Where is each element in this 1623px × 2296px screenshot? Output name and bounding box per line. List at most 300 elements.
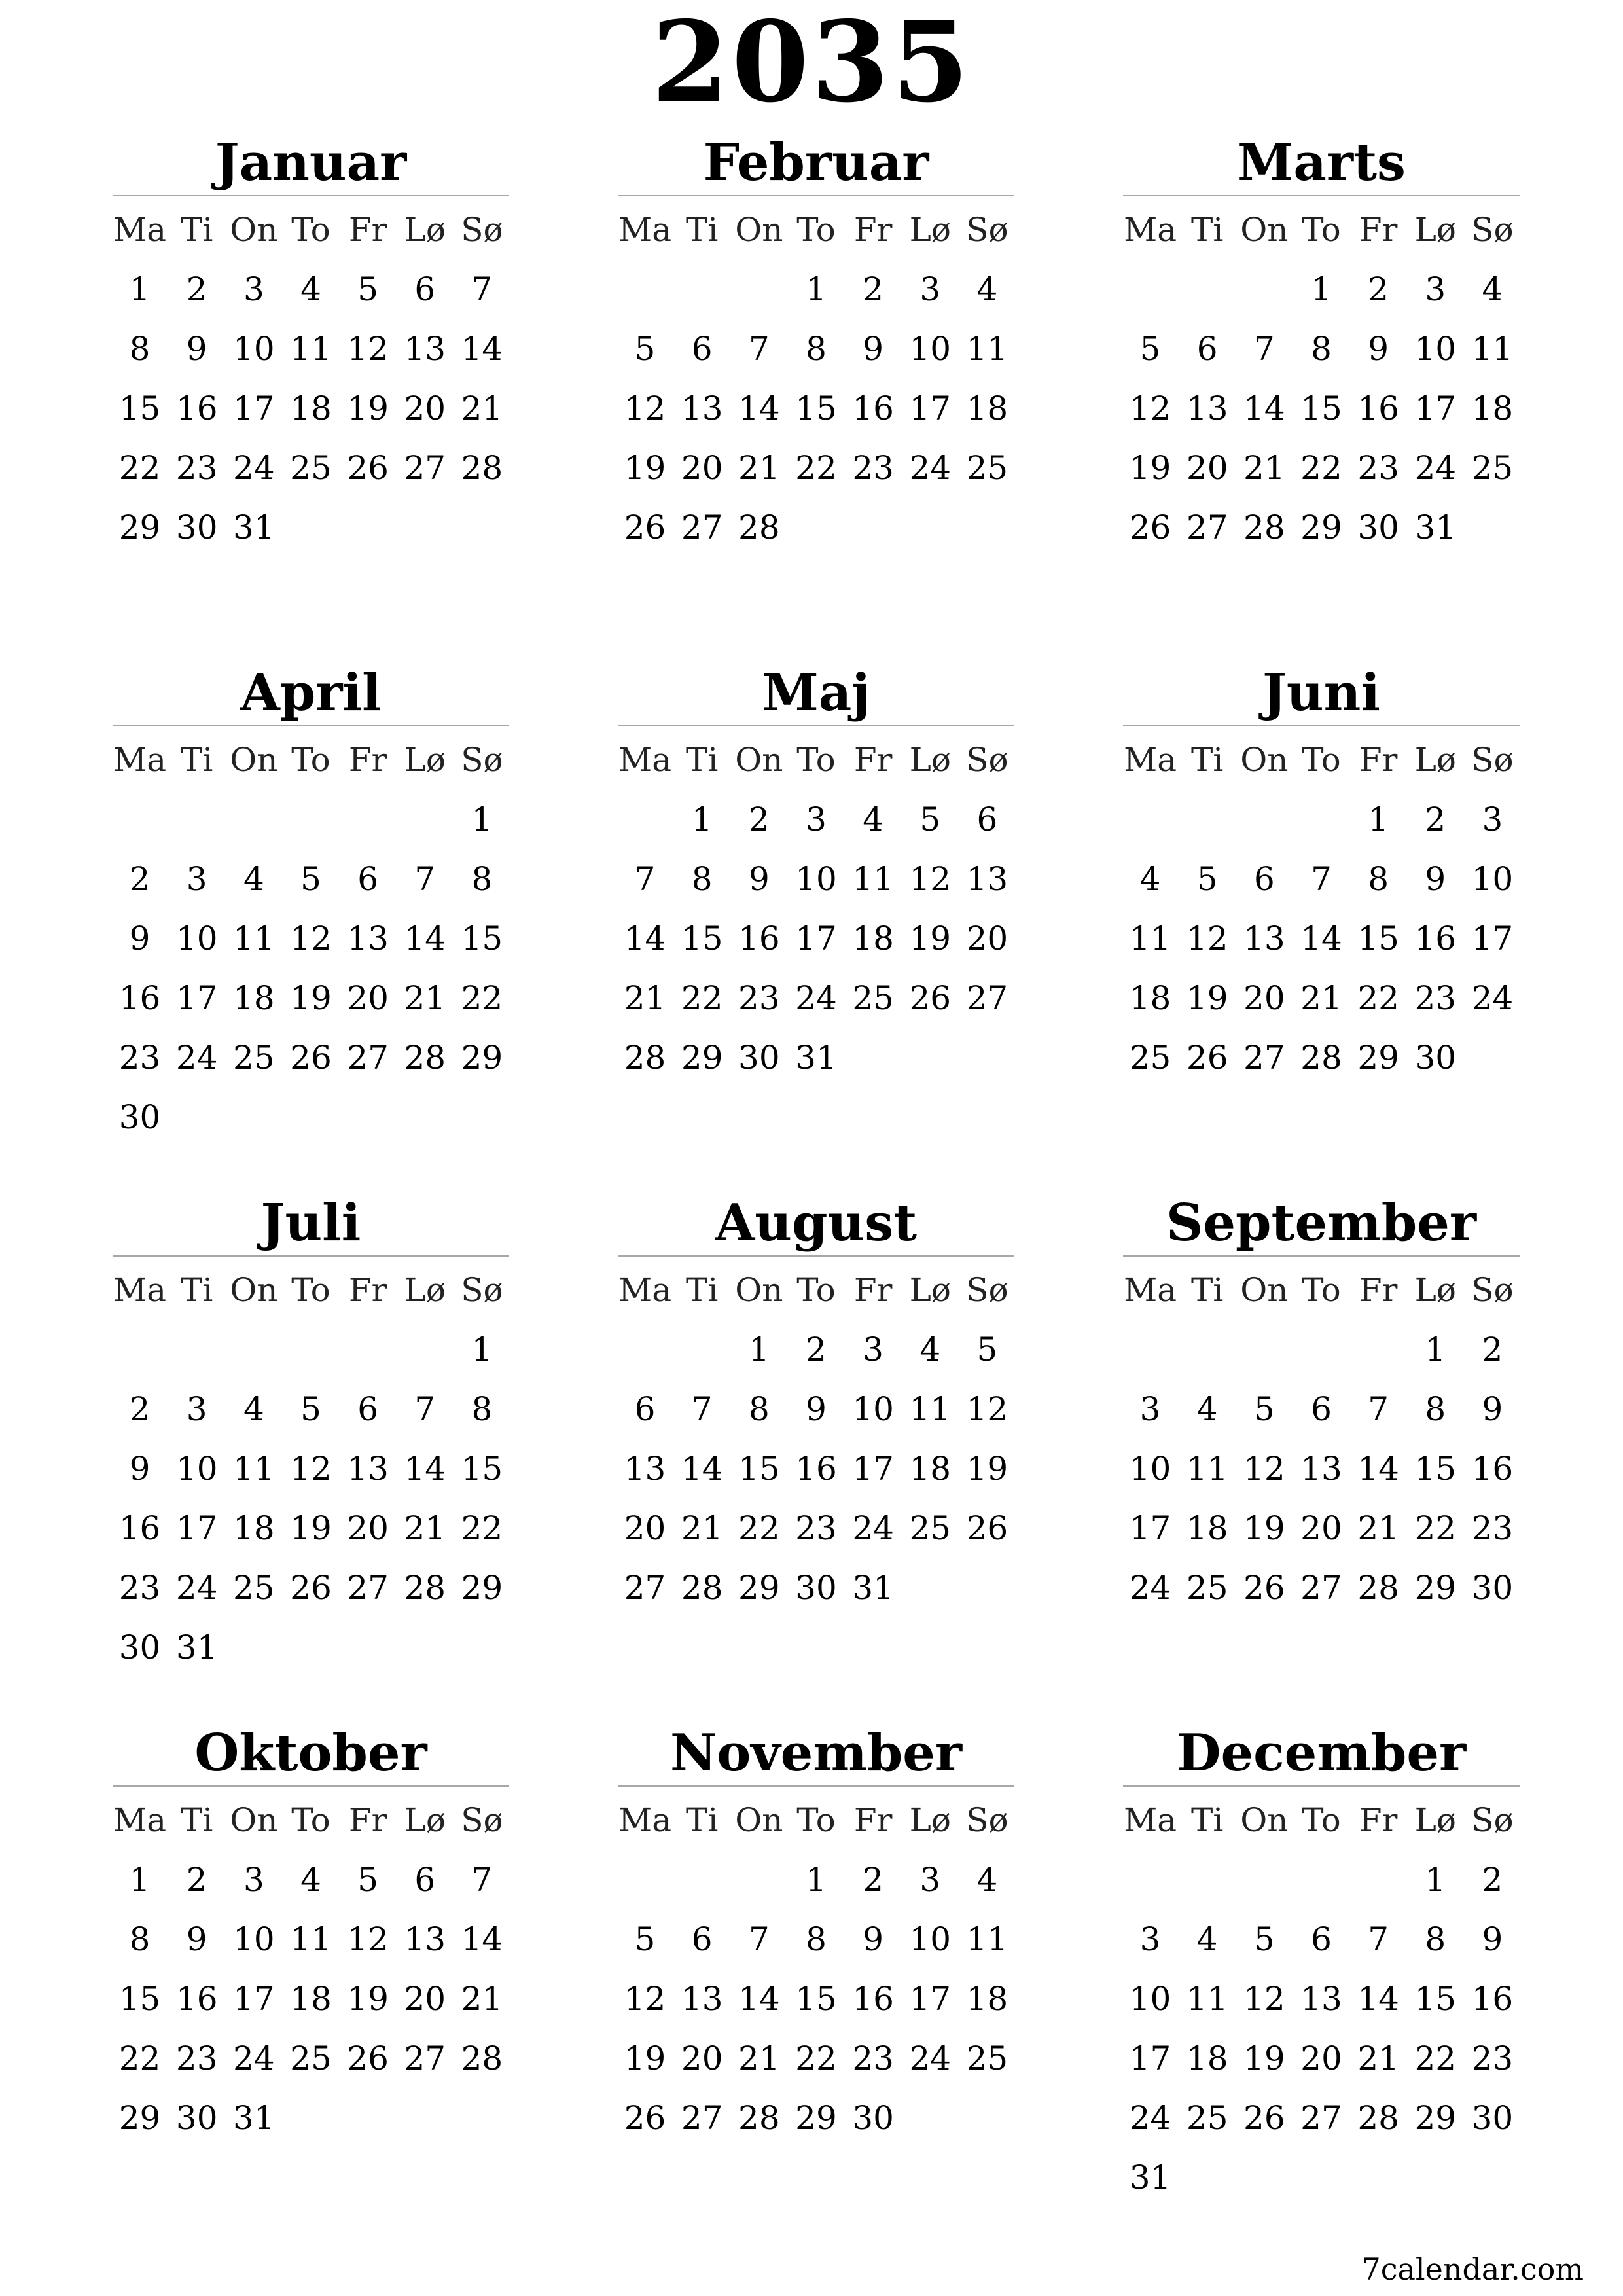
day-cell: 11 (1186, 1980, 1228, 2018)
day-cell: 11 (1471, 330, 1514, 368)
day-cell: 13 (404, 1920, 446, 1958)
week-row (111, 1028, 510, 1088)
day-cell: 27 (404, 2039, 446, 2077)
day-cell: 29 (795, 2099, 837, 2137)
day-cell: 10 (795, 860, 837, 898)
day-cell: 27 (347, 1569, 389, 1607)
day-cell: 26 (347, 449, 389, 487)
day-cell (1122, 1320, 1179, 1380)
weekday-label: Ma (618, 1271, 672, 1309)
day-cell: 10 (233, 1920, 275, 1958)
day-cell: 12 (290, 920, 332, 958)
day-cell: 26 (624, 2099, 666, 2137)
day-cell (282, 2089, 339, 2148)
day-cell (616, 260, 673, 319)
weekday-label: Sø (461, 1801, 503, 1839)
day-cell: 28 (461, 449, 503, 487)
day-cell: 17 (1414, 389, 1457, 427)
month-table (111, 730, 510, 1147)
day-cell: 6 (1311, 1920, 1332, 1958)
weekday-label: On (1240, 741, 1289, 779)
day-cell: 6 (1311, 1390, 1332, 1428)
day-cell: 2 (806, 1331, 827, 1369)
day-cell: 26 (290, 1039, 332, 1077)
day-cell: 29 (118, 509, 161, 547)
week-row (111, 2029, 510, 2089)
day-cell: 5 (634, 1920, 656, 1958)
site-credit: 7calendar.com (1361, 2251, 1584, 2287)
week-row (616, 498, 1016, 558)
weekday-label: To (796, 211, 836, 249)
day-cell: 1 (1311, 270, 1332, 308)
day-cell: 25 (290, 449, 332, 487)
day-cell (730, 1850, 787, 1910)
day-cell: 1 (691, 800, 713, 838)
month-table (111, 200, 510, 558)
day-cell: 8 (1425, 1920, 1446, 1958)
weekday-header-row (616, 730, 1016, 790)
day-cell: 19 (624, 2039, 666, 2077)
day-cell (340, 2089, 397, 2148)
day-cell: 22 (1357, 979, 1399, 1017)
day-cell: 11 (966, 330, 1008, 368)
day-cell: 7 (748, 1920, 770, 1958)
day-cell: 12 (1186, 920, 1228, 958)
month-name: Marts (1237, 133, 1406, 192)
day-cell: 13 (681, 389, 723, 427)
day-cell: 23 (1471, 1509, 1514, 1547)
day-cell (397, 1088, 454, 1147)
week-row (111, 1380, 510, 1439)
day-cell: 17 (909, 389, 952, 427)
day-cell (168, 1320, 225, 1380)
weekday-label: Lø (909, 1271, 951, 1309)
day-cell: 16 (852, 1980, 894, 2018)
day-cell: 22 (681, 979, 723, 1017)
day-cell: 28 (404, 1039, 446, 1077)
day-cell: 21 (1357, 1509, 1399, 1547)
weekday-label: To (291, 741, 330, 779)
day-cell: 25 (1186, 2099, 1228, 2137)
day-cell: 12 (909, 860, 952, 898)
weekday-label: Sø (1471, 741, 1514, 779)
weekday-label: Ti (181, 211, 213, 249)
weekday-label: On (230, 741, 278, 779)
day-cell: 17 (852, 1450, 894, 1488)
day-cell: 25 (290, 2039, 332, 2077)
day-cell (454, 498, 510, 558)
week-row (616, 969, 1016, 1028)
day-cell: 16 (175, 389, 218, 427)
day-cell: 7 (691, 1390, 713, 1428)
day-cell: 25 (1129, 1039, 1171, 1077)
day-cell: 29 (1300, 509, 1342, 547)
day-cell: 21 (404, 979, 446, 1017)
week-row (616, 850, 1016, 909)
weekday-label: Sø (966, 741, 1008, 779)
day-cell: 18 (909, 1450, 952, 1488)
weekday-label: Lø (404, 1271, 446, 1309)
day-cell: 6 (1196, 330, 1218, 368)
day-cell: 13 (347, 920, 389, 958)
day-cell (340, 790, 397, 850)
day-cell: 1 (748, 1331, 770, 1369)
weekday-header-row (1122, 200, 1521, 260)
week-row (111, 379, 510, 439)
day-cell: 1 (129, 1861, 151, 1899)
month-name: Maj (762, 663, 870, 723)
month-block (616, 131, 1016, 558)
day-cell: 11 (1186, 1450, 1228, 1488)
day-cell (111, 1320, 168, 1380)
weekday-label: On (230, 1801, 278, 1839)
day-cell: 24 (233, 449, 275, 487)
week-row (1122, 909, 1521, 969)
day-cell: 4 (976, 270, 998, 308)
day-cell (730, 260, 787, 319)
day-cell (282, 1088, 339, 1147)
week-row (616, 439, 1016, 498)
week-row (111, 1320, 510, 1380)
day-cell: 9 (186, 1920, 207, 1958)
day-cell: 11 (909, 1390, 952, 1428)
month-block (111, 1191, 510, 1677)
day-cell: 12 (347, 1920, 389, 1958)
weekday-label: On (735, 211, 783, 249)
day-cell: 9 (863, 1920, 884, 1958)
month-table (616, 730, 1016, 1088)
day-cell (1293, 1850, 1349, 1910)
weekday-label: Fr (1359, 1271, 1398, 1309)
weekday-header-row (1122, 1261, 1521, 1320)
day-cell: 18 (233, 979, 275, 1017)
day-cell: 19 (290, 979, 332, 1017)
day-cell: 12 (347, 330, 389, 368)
day-cell: 15 (461, 1450, 503, 1488)
weekday-label: On (735, 741, 783, 779)
day-cell: 15 (1300, 389, 1342, 427)
week-row (111, 850, 510, 909)
weekday-header-row (616, 1261, 1016, 1320)
day-cell: 16 (1414, 920, 1457, 958)
month-block (1122, 1721, 1521, 2208)
week-row (1122, 790, 1521, 850)
day-cell: 23 (175, 2039, 218, 2077)
day-cell: 27 (624, 1569, 666, 1607)
day-cell: 28 (461, 2039, 503, 2077)
day-cell: 14 (624, 920, 666, 958)
day-cell: 6 (357, 1390, 379, 1428)
day-cell: 8 (1368, 860, 1389, 898)
month-divider (113, 725, 509, 726)
day-cell: 27 (681, 509, 723, 547)
day-cell: 18 (966, 389, 1008, 427)
day-cell: 6 (414, 270, 436, 308)
week-row (111, 1439, 510, 1499)
week-row (111, 790, 510, 850)
day-cell (1293, 1320, 1349, 1380)
day-cell (397, 2089, 454, 2148)
day-cell: 5 (357, 1861, 379, 1899)
week-row (616, 1439, 1016, 1499)
day-cell: 29 (1357, 1039, 1399, 1077)
day-cell: 19 (347, 1980, 389, 2018)
day-cell: 21 (624, 979, 666, 1017)
day-cell: 19 (1129, 449, 1171, 487)
weekday-label: Ma (113, 1271, 167, 1309)
month-name: Juli (260, 1193, 361, 1253)
day-cell: 17 (1129, 1509, 1171, 1547)
day-cell (454, 2089, 510, 2148)
day-cell: 30 (852, 2099, 894, 2137)
day-cell: 25 (852, 979, 894, 1017)
week-row (616, 1320, 1016, 1380)
day-cell: 1 (806, 1861, 827, 1899)
day-cell: 10 (233, 330, 275, 368)
day-cell: 27 (1300, 1569, 1342, 1607)
day-cell (902, 1558, 959, 1618)
day-cell: 26 (347, 2039, 389, 2077)
day-cell: 16 (175, 1980, 218, 2018)
day-cell: 27 (1186, 509, 1228, 547)
month-name: September (1166, 1193, 1476, 1253)
day-cell: 19 (347, 389, 389, 427)
day-cell: 20 (404, 1980, 446, 2018)
week-row (616, 1380, 1016, 1439)
week-row (1122, 2029, 1521, 2089)
month-block (111, 1721, 510, 2148)
day-cell: 27 (1300, 2099, 1342, 2137)
day-cell (1179, 1320, 1236, 1380)
day-cell: 9 (806, 1390, 827, 1428)
day-cell: 17 (909, 1980, 952, 2018)
day-cell: 7 (1368, 1390, 1389, 1428)
day-cell (959, 1558, 1016, 1618)
day-cell: 22 (118, 449, 161, 487)
day-cell: 21 (461, 389, 503, 427)
day-cell: 29 (118, 2099, 161, 2137)
day-cell (225, 1320, 282, 1380)
day-cell: 3 (1425, 270, 1446, 308)
day-cell: 23 (1471, 2039, 1514, 2077)
weekday-label: Ti (686, 1801, 719, 1839)
weekday-label: Ti (686, 1271, 719, 1309)
day-cell: 18 (290, 1980, 332, 2018)
weekday-header-row (111, 1791, 510, 1850)
day-cell: 30 (118, 1628, 161, 1666)
day-cell: 28 (681, 1569, 723, 1607)
month-block (616, 1191, 1016, 1618)
month-table (111, 1261, 510, 1677)
weekday-label: Lø (1414, 211, 1456, 249)
day-cell: 20 (624, 1509, 666, 1547)
day-cell: 26 (1129, 509, 1171, 547)
day-cell: 8 (471, 860, 493, 898)
day-cell: 4 (976, 1861, 998, 1899)
day-cell (111, 790, 168, 850)
day-cell: 30 (1471, 2099, 1514, 2137)
day-cell: 27 (681, 2099, 723, 2137)
weekday-label: Ma (618, 1801, 672, 1839)
day-cell: 23 (852, 2039, 894, 2077)
month-divider (113, 195, 509, 196)
day-cell (673, 260, 730, 319)
week-row (111, 498, 510, 558)
day-cell: 5 (976, 1331, 998, 1369)
day-cell (1122, 1850, 1179, 1910)
weekday-label: To (291, 1271, 330, 1309)
day-cell: 23 (795, 1509, 837, 1547)
month-table (1122, 730, 1521, 1088)
weekday-label: Fr (853, 1271, 893, 1309)
day-cell: 14 (404, 1450, 446, 1488)
day-cell (1122, 260, 1179, 319)
day-cell: 10 (852, 1390, 894, 1428)
day-cell: 3 (1139, 1920, 1161, 1958)
weekday-label: Lø (909, 741, 951, 779)
week-row (1122, 969, 1521, 1028)
day-cell: 31 (233, 509, 275, 547)
day-cell: 18 (1129, 979, 1171, 1017)
weekday-header-row (111, 200, 510, 260)
day-cell: 3 (1482, 800, 1503, 838)
day-cell: 30 (175, 509, 218, 547)
day-cell: 17 (795, 920, 837, 958)
day-cell: 15 (795, 1980, 837, 2018)
day-cell: 23 (738, 979, 780, 1017)
day-cell: 18 (290, 389, 332, 427)
day-cell: 5 (1139, 330, 1161, 368)
day-cell: 11 (233, 1450, 275, 1488)
day-cell: 9 (186, 330, 207, 368)
day-cell: 28 (738, 2099, 780, 2137)
day-cell: 29 (1414, 2099, 1457, 2137)
week-row (1122, 1439, 1521, 1499)
day-cell: 20 (1300, 1509, 1342, 1547)
day-cell: 5 (1253, 1390, 1275, 1428)
day-cell (787, 498, 844, 558)
day-cell (282, 498, 339, 558)
day-cell: 2 (863, 270, 884, 308)
day-cell: 11 (852, 860, 894, 898)
weekday-label: Fr (348, 741, 387, 779)
day-cell: 10 (1129, 1450, 1171, 1488)
day-cell: 6 (976, 800, 998, 838)
day-cell: 22 (1414, 1509, 1457, 1547)
day-cell (282, 1618, 339, 1677)
weekday-label: Fr (348, 211, 387, 249)
weekday-label: On (230, 1271, 278, 1309)
day-cell (1236, 1850, 1293, 1910)
weekday-label: To (291, 1801, 330, 1839)
week-row (616, 2029, 1016, 2089)
day-cell: 20 (1243, 979, 1285, 1017)
day-cell: 4 (1196, 1390, 1218, 1428)
day-cell: 23 (1414, 979, 1457, 1017)
day-cell (340, 498, 397, 558)
weekday-label: Ti (181, 1271, 213, 1309)
day-cell: 22 (795, 2039, 837, 2077)
day-cell (1236, 260, 1293, 319)
week-row (111, 319, 510, 379)
day-cell: 15 (681, 920, 723, 958)
day-cell: 13 (1300, 1450, 1342, 1488)
day-cell (959, 498, 1016, 558)
day-cell: 13 (1300, 1980, 1342, 2018)
day-cell: 14 (1357, 1450, 1399, 1488)
month-block (1122, 131, 1521, 558)
day-cell: 5 (357, 270, 379, 308)
day-cell: 22 (118, 2039, 161, 2077)
day-cell (340, 1618, 397, 1677)
day-cell (1179, 260, 1236, 319)
day-cell: 12 (624, 389, 666, 427)
week-row (111, 1558, 510, 1618)
day-cell: 20 (1300, 2039, 1342, 2077)
day-cell: 26 (909, 979, 952, 1017)
day-cell: 9 (748, 860, 770, 898)
day-cell: 24 (175, 1039, 218, 1077)
week-row (1122, 2089, 1521, 2148)
day-cell: 15 (118, 389, 161, 427)
weekday-label: On (1240, 1271, 1289, 1309)
day-cell: 28 (1357, 1569, 1399, 1607)
weekday-label: Ti (1191, 741, 1224, 779)
weekday-label: To (1302, 211, 1341, 249)
day-cell: 17 (233, 389, 275, 427)
day-cell: 28 (1357, 2099, 1399, 2137)
day-cell: 2 (1482, 1331, 1503, 1369)
day-cell: 14 (461, 330, 503, 368)
weekday-label: Fr (853, 1801, 893, 1839)
day-cell: 21 (461, 1980, 503, 2018)
day-cell (397, 1618, 454, 1677)
day-cell (673, 1320, 730, 1380)
day-cell: 7 (748, 330, 770, 368)
day-cell (1179, 2148, 1236, 2208)
weekday-label: On (735, 1801, 783, 1839)
day-cell: 29 (681, 1039, 723, 1077)
month-table (111, 1791, 510, 2148)
day-cell: 8 (691, 860, 713, 898)
day-cell: 29 (738, 1569, 780, 1607)
day-cell: 29 (461, 1569, 503, 1607)
weekday-label: Sø (461, 1271, 503, 1309)
day-cell (1236, 1320, 1293, 1380)
day-cell: 25 (909, 1509, 952, 1547)
day-cell: 15 (738, 1450, 780, 1488)
day-cell (902, 498, 959, 558)
day-cell: 4 (1139, 860, 1161, 898)
week-row (616, 1028, 1016, 1088)
day-cell (1350, 2148, 1407, 2208)
day-cell: 17 (233, 1980, 275, 2018)
day-cell: 22 (795, 449, 837, 487)
day-cell: 9 (1482, 1920, 1503, 1958)
day-cell: 12 (966, 1390, 1008, 1428)
day-cell: 10 (909, 330, 952, 368)
day-cell: 2 (129, 860, 151, 898)
day-cell: 15 (1414, 1450, 1457, 1488)
day-cell: 14 (738, 389, 780, 427)
day-cell: 13 (347, 1450, 389, 1488)
weekday-label: Fr (853, 741, 893, 779)
day-cell: 21 (1300, 979, 1342, 1017)
weekday-header-row (1122, 730, 1521, 790)
day-cell (225, 1618, 282, 1677)
week-row (1122, 1910, 1521, 1969)
weekday-header-row (616, 200, 1016, 260)
